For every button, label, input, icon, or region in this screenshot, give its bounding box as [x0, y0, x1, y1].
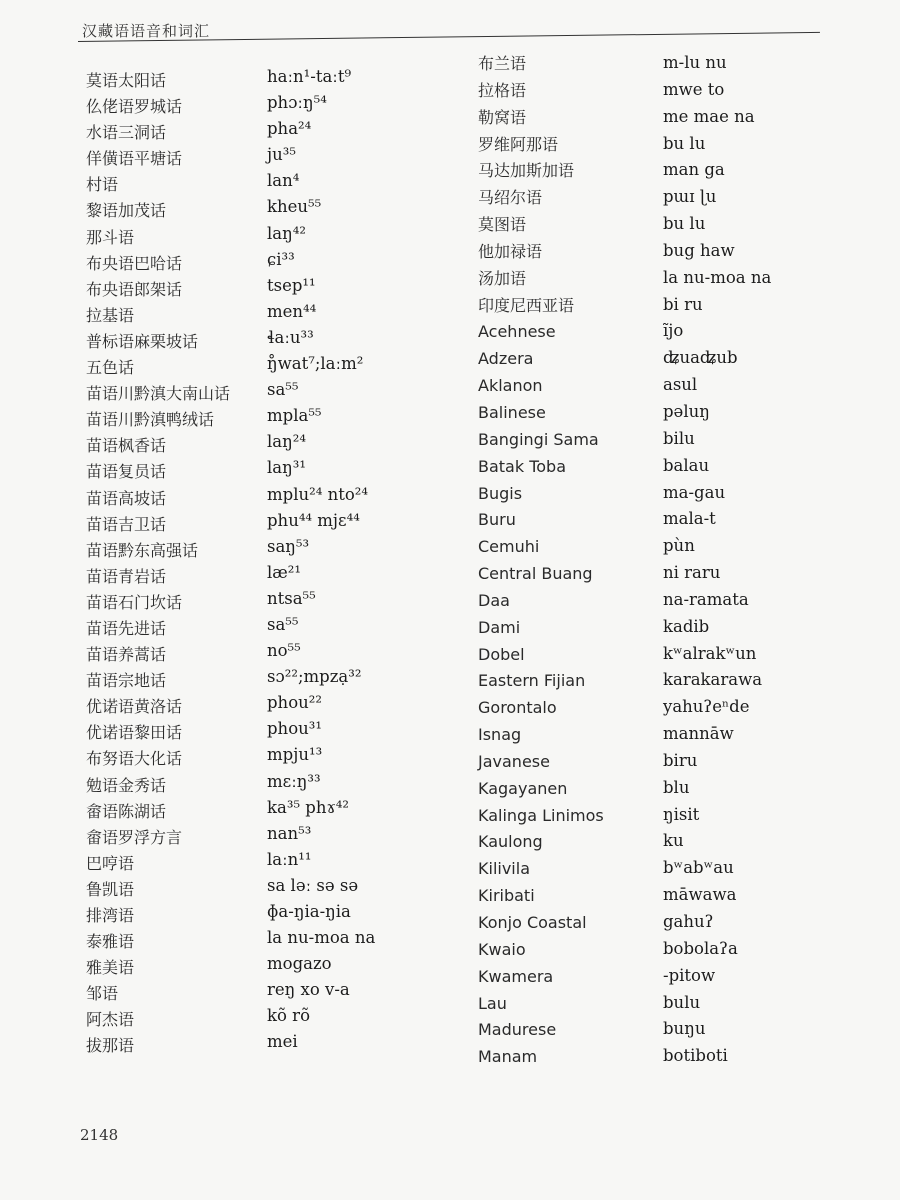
language-name: 苗语枫香话: [86, 436, 167, 456]
word-form: mpju¹³: [267, 745, 323, 765]
word-form: pɯɪ ɭu: [663, 187, 717, 207]
word-form: haːn¹-taːt⁹: [267, 67, 352, 86]
word-form: bulu: [663, 992, 701, 1012]
language-name: Eastern Fijian: [478, 671, 586, 691]
word-form: bilu: [663, 428, 695, 448]
word-form: sa⁵⁵: [267, 614, 299, 634]
language-name: 布努语大化话: [86, 749, 183, 769]
language-name: 巴哼语: [86, 853, 135, 873]
word-form: laŋ²⁴: [267, 432, 306, 452]
language-name: Manam: [478, 1047, 538, 1067]
word-form: botiboti: [663, 1046, 728, 1066]
word-form: la nu-moa na: [663, 267, 772, 287]
word-form: sa⁵⁵: [267, 380, 299, 400]
word-form: bug haw: [663, 240, 735, 260]
language-name: 勒窝语: [478, 107, 527, 127]
word-form: me mae na: [663, 106, 755, 126]
word-form: reŋ xo v-a: [267, 980, 350, 1000]
word-form: buŋu: [663, 1019, 706, 1039]
word-form: kʷalrakʷun: [663, 643, 757, 663]
word-form: no⁵⁵: [267, 641, 301, 661]
left-form-column: [267, 64, 375, 1056]
word-form: mɛːŋ³³: [267, 771, 321, 791]
running-head: 汉藏语语音和词汇: [82, 22, 211, 40]
language-name: 布央语巴哈话: [86, 253, 183, 273]
word-form: bi ru: [663, 294, 703, 314]
language-name: 排湾语: [86, 906, 135, 925]
word-form: pha²⁴: [267, 119, 312, 139]
language-name: Madurese: [478, 1020, 557, 1040]
word-form: asul: [663, 375, 698, 395]
word-form: mannāw: [663, 724, 734, 744]
language-name: 布央语郎架话: [86, 279, 183, 299]
language-name: 拉基语: [86, 305, 135, 325]
word-form: mogazo: [267, 954, 332, 974]
word-form: phou³¹: [267, 719, 322, 739]
language-name: 苗语复员话: [86, 462, 167, 482]
language-name: 苗语青岩话: [86, 566, 167, 586]
right-form-column: [663, 50, 771, 1070]
language-name: Kagayanen: [478, 778, 568, 798]
word-form: ɸa-ŋia-ŋia: [267, 902, 351, 921]
language-name: 阿杰语: [86, 1010, 135, 1030]
language-name: Bangingi Sama: [478, 429, 599, 449]
word-form: sɔ²²;mpzạ³²: [267, 667, 362, 687]
word-form: ɕi³³: [267, 249, 295, 269]
word-form: bu lu: [663, 214, 706, 234]
language-name: 畲语罗浮方言: [86, 827, 183, 847]
language-name: 泰雅语: [86, 932, 135, 952]
word-form: ku: [663, 831, 684, 851]
page-number: 2148: [80, 1126, 119, 1144]
word-form: la nu-moa na: [267, 928, 376, 948]
word-form: phɔːŋ⁵⁴: [267, 93, 327, 113]
language-name: Konjo Coastal: [478, 913, 587, 932]
word-form: nan⁵³: [267, 823, 312, 843]
language-name: 莫语太阳话: [86, 71, 167, 90]
language-name: 苗语宗地话: [86, 671, 167, 691]
word-form: kheu⁵⁵: [267, 197, 322, 217]
word-form: mwe to: [663, 79, 725, 99]
language-name: Daa: [478, 590, 510, 610]
language-name: 村语: [86, 175, 119, 195]
language-name: 汤加语: [478, 268, 527, 288]
word-form: m-lu nu: [663, 53, 727, 72]
language-name: 苗语高坡话: [86, 488, 167, 508]
language-name: 邹语: [86, 984, 119, 1004]
word-form: sa ləː sə sə: [267, 875, 359, 895]
language-name: 水语三洞话: [86, 123, 167, 143]
language-name: 勉语金秀话: [86, 775, 167, 795]
word-form: bobolaʔa: [663, 938, 738, 958]
language-name: 黎语加茂话: [86, 201, 167, 221]
language-name: 印度尼西亚语: [478, 295, 575, 315]
word-form: ŋisit: [663, 804, 700, 824]
language-name: Kalinga Linimos: [478, 805, 604, 825]
language-name: Kwamera: [478, 966, 554, 986]
word-form: ŋ̊wat⁷;laːm²: [267, 354, 364, 374]
word-form: kõ rõ: [267, 1006, 310, 1026]
word-form: men⁴⁴: [267, 301, 317, 321]
word-form: balau: [663, 455, 710, 475]
language-name: 苗语石门坎话: [86, 592, 183, 612]
language-name: Dami: [478, 617, 521, 637]
language-name: Bugis: [478, 483, 523, 503]
language-name: Kiribati: [478, 886, 535, 906]
language-name: Kwaio: [478, 939, 526, 959]
word-form: -pitow: [663, 965, 716, 985]
word-form: ka³⁵ phɤ⁴²: [267, 797, 350, 817]
language-name: Lau: [478, 993, 507, 1013]
word-form: mpla⁵⁵: [267, 406, 322, 426]
language-name: 优诺语黄洛话: [86, 697, 183, 717]
language-name: Aklanon: [478, 376, 543, 396]
language-name: Dobel: [478, 644, 525, 664]
language-name: 莫图语: [478, 215, 527, 235]
word-form: kadib: [663, 616, 710, 636]
word-form: ni raru: [663, 563, 721, 583]
word-form: ʥuaʥub: [663, 348, 738, 368]
language-name: 苗语川黔滇鸭绒话: [86, 410, 215, 430]
word-form: ju³⁵: [267, 145, 296, 165]
language-name: 苗语养蒿话: [86, 645, 167, 665]
word-form: tsep¹¹: [267, 275, 316, 295]
language-name: Cemuhi: [478, 537, 540, 557]
word-form: pəluŋ: [663, 401, 710, 421]
language-name: Javanese: [478, 751, 550, 771]
word-form: na-ramata: [663, 589, 749, 609]
language-name: 五色话: [86, 358, 135, 378]
language-name: 仫佬语罗城话: [86, 97, 183, 117]
language-name: 鲁凯语: [86, 879, 135, 899]
language-name: Isnag: [478, 725, 522, 745]
word-form: laŋ³¹: [267, 458, 306, 478]
language-name: 优诺语黎田话: [86, 723, 183, 743]
language-name: Adzera: [478, 349, 534, 369]
language-name: Batak Toba: [478, 456, 567, 476]
word-form: laŋ⁴²: [267, 223, 306, 243]
word-form: ma-gau: [663, 482, 726, 502]
word-form: mei: [267, 1032, 298, 1052]
language-name: 拉格语: [478, 80, 527, 100]
word-form: bu lu: [663, 133, 706, 153]
language-name: 罗维阿那语: [478, 134, 559, 154]
left-language-column: [86, 68, 230, 1060]
word-form: man ga: [663, 160, 725, 180]
word-form: læ²¹: [267, 562, 302, 582]
word-form: gahuʔ: [663, 912, 714, 931]
word-form: ɬaːu³³: [267, 327, 314, 347]
word-form: blu: [663, 777, 690, 797]
language-name: 苗语黔东高强话: [86, 540, 199, 560]
word-form: lan⁴: [267, 171, 300, 191]
word-form: karakarawa: [663, 670, 763, 690]
language-name: 苗语先进话: [86, 618, 167, 638]
language-name: 马绍尔语: [478, 188, 543, 208]
word-form: ĩjo: [663, 321, 684, 341]
word-form: mplu²⁴ nto²⁴: [267, 484, 369, 504]
language-name: 马达加斯加语: [478, 161, 575, 181]
word-form: biru: [663, 750, 698, 770]
word-form: yahuʔeⁿde: [663, 697, 750, 717]
language-name: 苗语川黔滇大南山话: [86, 384, 231, 404]
language-name: 那斗语: [86, 227, 135, 247]
language-name: 苗语吉卫话: [86, 514, 167, 534]
language-name: Balinese: [478, 402, 546, 422]
language-name: Acehnese: [478, 322, 556, 342]
right-language-column: [478, 51, 604, 1071]
language-name: 雅美语: [86, 958, 135, 978]
language-name: Central Buang: [478, 564, 593, 584]
word-form: ntsa⁵⁵: [267, 588, 316, 608]
word-form: māwawa: [663, 885, 737, 905]
word-form: phu⁴⁴ mjɛ⁴⁴: [267, 510, 360, 530]
word-form: phou²²: [267, 693, 322, 713]
language-name: Kilivila: [478, 859, 530, 879]
language-name: 畲语陈湖话: [86, 801, 167, 821]
language-name: 拔那语: [86, 1036, 135, 1056]
word-form: saŋ⁵³: [267, 536, 310, 556]
word-form: laːn¹¹: [267, 849, 312, 869]
word-form: mala-t: [663, 509, 716, 529]
language-name: 布兰语: [478, 54, 527, 73]
language-name: 佯僙语平塘话: [86, 149, 183, 169]
language-name: Buru: [478, 510, 516, 530]
language-name: Kaulong: [478, 832, 543, 852]
language-name: 普标语麻栗坡话: [86, 331, 199, 351]
word-form: bʷabʷau: [663, 858, 734, 878]
language-name: Gorontalo: [478, 698, 557, 718]
word-form: pùn: [663, 536, 695, 556]
language-name: 他加禄语: [478, 241, 543, 261]
